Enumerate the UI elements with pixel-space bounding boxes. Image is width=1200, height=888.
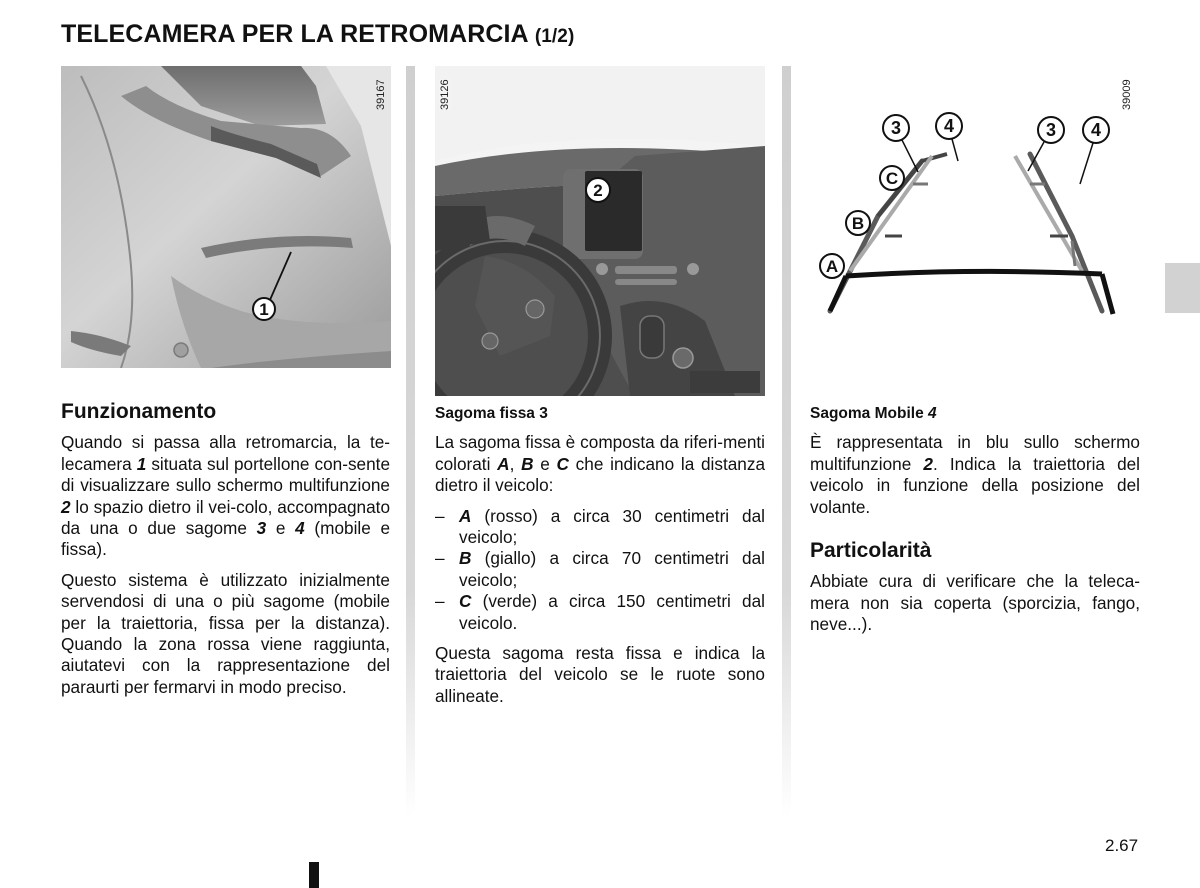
figure-code-guide: 39009 — [1121, 79, 1133, 110]
list-item: – B (giallo) a circa 70 centimetri dal veicolo; — [435, 548, 765, 590]
paragraph-mobile-template: È rappresentata in blu sullo schermo multifunzione 2. Indica la traiettoria del veicolo in funzione della posizione del volante. — [810, 432, 1141, 517]
column-sagoma-fissa — [435, 403, 765, 716]
column-funzionamento — [61, 401, 390, 707]
guide-label-4-right: 4 — [1090, 120, 1102, 140]
guide-label-b: B — [851, 214, 865, 233]
page-number: 2.67 — [1105, 836, 1139, 855]
title-suffix: (1/2) — [534, 26, 575, 47]
rear-camera-figure — [61, 66, 391, 368]
callout-screen-label: 2 — [593, 181, 603, 200]
subheading-sagoma-mobile: Sagoma Mobile 4 — [810, 405, 937, 422]
dashboard-figure — [435, 66, 765, 396]
parking-guide-figure — [810, 66, 1140, 396]
parking-guide-diagram — [810, 66, 1140, 396]
subheading-sagoma-fissa: Sagoma fissa 3 — [435, 405, 548, 422]
section-heading-funzionamento: Funzionamento — [61, 400, 217, 423]
paragraph-fixed-template: La sagoma fissa è composta da riferi-menti colorati A, B e C che indicano la distanza dietro il veicolo: — [435, 432, 766, 496]
guide-label-c: C — [885, 169, 899, 188]
paragraph-particolarita: Abbiate cura di verificare che la teleca-mera non sia coperta (sporcizia, fango, neve...). — [810, 571, 1140, 635]
print-mark — [309, 862, 319, 888]
column-sagoma-mobile — [810, 403, 1140, 645]
page-title — [61, 20, 574, 49]
list-item: – C (verde) a circa 150 centimetri dal veicolo. — [435, 591, 765, 633]
column-separator-left — [406, 66, 415, 816]
paragraph-intro: Quando si passa alla retromarcia, la te-lecamera 1 situata sul portellone con-sente di visualizzare sullo schermo multifunzione 2 lo spazio dietro il vei-colo, accompagnato da una o due sagome 3 e 4 (mobile e fissa). — [61, 432, 391, 560]
distance-list — [435, 506, 765, 634]
list-item: – A (rosso) a circa 30 centimetri dal veicolo; — [435, 505, 765, 548]
guide-label-3-right: 3 — [1045, 120, 1057, 140]
chapter-tab — [1165, 263, 1200, 313]
guide-label-a: A — [825, 257, 839, 276]
column-separator-right — [782, 66, 791, 816]
figure-code-rear: 39167 — [375, 79, 387, 110]
dashboard-illustration — [435, 66, 765, 396]
title-text: TELECAMERA PER LA RETROMARCIA — [61, 20, 528, 48]
callout-camera-label: 1 — [259, 300, 269, 319]
paragraph-usage: Questo sistema è utilizzato inizialmente servendosi di una o più sagome (mobile per la traiettoria, fissa per la distanza). Quando la zona rossa viene raggiunta, aiutatevi con la rappresentazione del paraurti per fermarvi in modo preciso. — [61, 569, 390, 697]
section-heading-particolarita: Particolarità — [810, 539, 932, 563]
paragraph-fixed-note: Questa sagoma resta fissa e indica la traiettoria del veicolo se le ruote sono allineate. — [435, 643, 765, 706]
guide-label-4-left: 4 — [943, 116, 955, 136]
figure-code-dash: 39126 — [439, 79, 451, 110]
rear-car-illustration — [61, 66, 391, 368]
guide-label-3-left: 3 — [890, 118, 902, 138]
